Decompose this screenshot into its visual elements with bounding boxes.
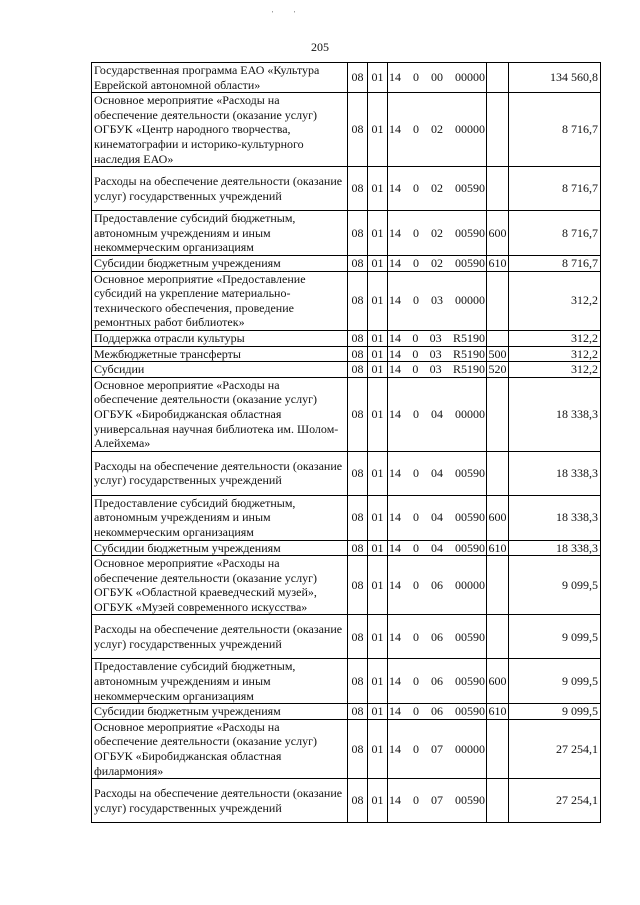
target-article-part: 14 — [389, 674, 401, 689]
target-article-parts — [389, 541, 485, 556]
row-subsection: 01 — [368, 271, 388, 330]
target-article-part: 00590 — [455, 225, 485, 240]
row-target-article — [388, 659, 487, 704]
row-subsection: 01 — [368, 495, 388, 540]
target-article-part: 00000 — [455, 293, 485, 308]
target-article-part: 06 — [431, 704, 443, 719]
target-article-part: 00590 — [455, 255, 485, 270]
row-expense-type: 600 — [487, 495, 509, 540]
target-article-part: 14 — [389, 540, 401, 555]
row-subsection: 01 — [368, 779, 388, 823]
row-name: Расходы на обеспечение деятельности (оказание услуг) государственных учреждений — [92, 451, 348, 495]
row-target-article — [388, 330, 487, 346]
row-name: Расходы на обеспечение деятельности (оказание услуг) государственных учреждений — [92, 779, 348, 823]
row-name: Предоставление субсидий бюджетным, автономным учреждениям и иным некоммерческим организациям — [92, 211, 348, 256]
row-section: 08 — [348, 719, 368, 778]
row-name: Субсидии бюджетным учреждениям — [92, 704, 348, 720]
row-expense-type — [487, 330, 509, 346]
row-target-article — [388, 779, 487, 823]
row-expense-type: 610 — [488, 704, 507, 719]
row-expense-type: 520 — [488, 362, 507, 377]
target-article-part: 02 — [431, 122, 443, 137]
table-row — [92, 93, 601, 167]
row-name: Основное мероприятие «Расходы на обеспечение деятельности (оказание услуг) ОГБУК «Биробиджанская областная филармония» — [92, 719, 348, 778]
row-expense-type: 600 — [487, 211, 509, 256]
row-subsection: 01 — [368, 540, 388, 556]
table-row — [92, 615, 601, 659]
row-section: 08 — [348, 271, 368, 330]
row-amount: 9 099,5 — [509, 704, 601, 720]
table-row — [92, 659, 601, 704]
target-article-part: 14 — [389, 406, 401, 421]
table-body — [92, 63, 601, 823]
row-amount: 27 254,1 — [509, 779, 601, 823]
target-article-parts — [389, 704, 485, 719]
target-article-part: R5190 — [452, 346, 485, 361]
target-article-part: 03 — [429, 330, 442, 345]
row-expense-type — [487, 377, 509, 451]
target-article-part: 04 — [431, 406, 443, 421]
target-article-part: 00000 — [455, 741, 485, 756]
row-target-article — [388, 495, 487, 540]
row-name: Основное мероприятие «Расходы на обеспечение деятельности (оказание услуг) ОГБУК «Биробиджанская областная универсальная научная библиотека им. Шолом-Алейхема» — [92, 377, 348, 451]
table-row — [92, 211, 601, 256]
row-expense-type: 610 — [488, 255, 507, 270]
row-expense-type — [487, 93, 509, 167]
target-article-parts — [389, 630, 485, 645]
row-section: 08 — [348, 556, 368, 615]
row-expense-type — [487, 63, 509, 93]
target-article-part: 0 — [413, 793, 419, 808]
target-article-part: 03 — [431, 293, 443, 308]
row-section: 08 — [348, 377, 368, 451]
target-article-part: 14 — [389, 465, 401, 480]
row-name: Предоставление субсидий бюджетным, автономным учреждениям и иным некоммерческим организациям — [92, 495, 348, 540]
table-row — [92, 63, 601, 93]
row-expense-type — [487, 167, 509, 211]
target-article-part: 14 — [389, 577, 401, 592]
target-article-parts — [389, 256, 485, 271]
table-row — [92, 556, 601, 615]
target-article-part: 14 — [389, 704, 401, 719]
row-section: 08 — [348, 346, 368, 362]
table-row — [92, 719, 601, 778]
target-article-part: 14 — [389, 293, 401, 308]
target-article-part: 0 — [413, 741, 419, 756]
row-amount: 9 099,5 — [509, 615, 601, 659]
target-article-part: 14 — [389, 181, 401, 196]
row-expense-type: 600 — [487, 659, 509, 704]
page-number: 205 — [311, 40, 329, 54]
target-article-part: 0 — [413, 674, 419, 689]
row-name: Субсидии бюджетным учреждениям — [92, 540, 348, 556]
row-name: Государственная программа ЕАО «Культура Еврейской автономной области» — [92, 63, 348, 93]
target-article-part: 0 — [413, 510, 419, 525]
row-amount: 18 338,3 — [509, 451, 601, 495]
target-article-parts — [389, 226, 485, 241]
target-article-part: 14 — [389, 629, 401, 644]
row-section: 08 — [348, 211, 368, 256]
table-row — [92, 377, 601, 451]
row-subsection: 01 — [368, 330, 388, 346]
scan-mark: ' — [272, 10, 274, 18]
row-amount: 18 338,3 — [509, 377, 601, 451]
target-article-part: 0 — [413, 181, 419, 196]
scan-mark: ' — [294, 10, 296, 18]
target-article-part: 14 — [389, 255, 401, 270]
target-article-part: 0 — [413, 255, 419, 270]
row-section: 08 — [348, 495, 368, 540]
row-amount: 8 716,7 — [509, 167, 601, 211]
table-row — [92, 346, 601, 362]
row-subsection: 01 — [368, 63, 388, 93]
target-article-part: 14 — [389, 362, 401, 377]
target-article-part: 00590 — [455, 510, 485, 525]
table-row — [92, 540, 601, 556]
row-subsection: 01 — [368, 211, 388, 256]
row-section: 08 — [348, 330, 368, 346]
target-article-part: 14 — [389, 346, 401, 361]
target-article-part: 14 — [389, 225, 401, 240]
target-article-part: 03 — [429, 362, 442, 377]
row-expense-type — [487, 556, 509, 615]
row-target-article — [388, 719, 487, 778]
row-name: Основное мероприятие «Предоставление субсидий на укрепление материально-технического обеспечения, проведение ремонтных работ библиотек» — [92, 271, 348, 330]
table-row — [92, 704, 601, 720]
row-section: 08 — [348, 362, 368, 378]
table-row — [92, 779, 601, 823]
row-amount: 8 716,7 — [509, 93, 601, 167]
target-article-part: 14 — [389, 330, 401, 345]
target-article-parts — [389, 347, 485, 362]
row-target-article — [388, 377, 487, 451]
row-section: 08 — [348, 704, 368, 720]
target-article-part: 0 — [413, 70, 419, 85]
target-article-part: 00000 — [455, 406, 485, 421]
row-amount: 312,2 — [509, 330, 601, 346]
row-subsection: 01 — [368, 255, 388, 271]
row-amount: 312,2 — [509, 346, 601, 362]
target-article-part: 06 — [431, 577, 443, 592]
target-article-part: 02 — [431, 255, 443, 270]
row-name: Расходы на обеспечение деятельности (оказание услуг) государственных учреждений — [92, 615, 348, 659]
target-article-parts — [389, 181, 485, 196]
target-article-parts — [389, 466, 485, 481]
row-amount: 312,2 — [509, 362, 601, 378]
target-article-part: 14 — [389, 510, 401, 525]
row-expense-type — [487, 719, 509, 778]
target-article-part: 0 — [412, 362, 419, 377]
row-target-article — [388, 211, 487, 256]
target-article-parts — [389, 742, 485, 757]
table-row — [92, 330, 601, 346]
target-article-part: 0 — [413, 704, 419, 719]
row-subsection: 01 — [368, 167, 388, 211]
target-article-part: 0 — [412, 330, 419, 345]
row-amount: 18 338,3 — [509, 540, 601, 556]
target-article-parts — [389, 122, 485, 137]
target-article-parts — [389, 793, 485, 808]
row-name: Субсидии бюджетным учреждениям — [92, 255, 348, 271]
target-article-part: R5190 — [452, 362, 485, 377]
target-article-parts — [389, 578, 485, 593]
row-name: Основное мероприятие «Расходы на обеспечение деятельности (оказание услуг) ОГБУК «Центр народного творчества, кинематографии и историко-культурного наследия ЕАО» — [92, 93, 348, 167]
row-amount: 9 099,5 — [509, 556, 601, 615]
target-article-part: 00 — [431, 70, 443, 85]
row-subsection: 01 — [368, 659, 388, 704]
row-subsection: 01 — [368, 93, 388, 167]
target-article-part: 07 — [431, 741, 443, 756]
row-expense-type — [487, 779, 509, 823]
table-row — [92, 495, 601, 540]
row-section: 08 — [348, 255, 368, 271]
target-article-part: 0 — [413, 122, 419, 137]
row-subsection: 01 — [368, 704, 388, 720]
target-article-part: 00000 — [455, 577, 485, 592]
table-row — [92, 271, 601, 330]
target-article-part: 0 — [413, 540, 419, 555]
row-target-article — [388, 362, 487, 378]
row-name: Субсидии — [92, 362, 348, 378]
row-amount: 134 560,8 — [509, 63, 601, 93]
target-article-part: 04 — [431, 465, 443, 480]
target-article-part: 14 — [389, 70, 401, 85]
target-article-part: 00000 — [455, 70, 485, 85]
target-article-part: 0 — [412, 346, 419, 361]
target-article-part: 14 — [389, 741, 401, 756]
row-name: Межбюджетные трансферты — [92, 346, 348, 362]
target-article-part: 00590 — [455, 629, 485, 644]
target-article-parts — [389, 70, 485, 85]
row-amount: 9 099,5 — [509, 659, 601, 704]
row-subsection: 01 — [368, 719, 388, 778]
row-target-article — [388, 255, 487, 271]
row-subsection: 01 — [368, 615, 388, 659]
target-article-part: 00590 — [455, 704, 485, 719]
target-article-part: 14 — [389, 122, 401, 137]
row-target-article — [388, 346, 487, 362]
target-article-part: 0 — [413, 465, 419, 480]
row-target-article — [388, 451, 487, 495]
table-row — [92, 255, 601, 271]
target-article-part: 0 — [413, 577, 419, 592]
row-section: 08 — [348, 615, 368, 659]
target-article-part: 00590 — [455, 465, 485, 480]
row-name: Предоставление субсидий бюджетным, автономным учреждениям и иным некоммерческим организациям — [92, 659, 348, 704]
target-article-part: 0 — [413, 629, 419, 644]
target-article-part: R5190 — [452, 330, 485, 345]
row-subsection: 01 — [368, 556, 388, 615]
row-name: Поддержка отрасли культуры — [92, 330, 348, 346]
row-target-article — [388, 704, 487, 720]
row-target-article — [388, 540, 487, 556]
row-subsection: 01 — [368, 451, 388, 495]
budget-table — [91, 62, 601, 823]
target-article-part: 06 — [431, 629, 443, 644]
row-target-article — [388, 615, 487, 659]
table-row — [92, 362, 601, 378]
row-section: 08 — [348, 93, 368, 167]
row-section: 08 — [348, 167, 368, 211]
target-article-part: 0 — [413, 293, 419, 308]
row-expense-type: 610 — [488, 540, 507, 555]
target-article-parts — [389, 362, 485, 377]
row-name: Основное мероприятие «Расходы на обеспечение деятельности (оказание услуг) ОГБУК «Областной краеведческий музей», ОГБУК «Музей современного искусства» — [92, 556, 348, 615]
target-article-part: 04 — [431, 540, 443, 555]
target-article-parts — [389, 293, 485, 308]
row-amount: 312,2 — [509, 271, 601, 330]
row-amount: 18 338,3 — [509, 495, 601, 540]
row-section: 08 — [348, 779, 368, 823]
row-subsection: 01 — [368, 346, 388, 362]
target-article-part: 03 — [429, 346, 442, 361]
table-row — [92, 451, 601, 495]
target-article-parts — [389, 674, 485, 689]
target-article-part: 07 — [431, 793, 443, 808]
row-expense-type — [487, 271, 509, 330]
table-row — [92, 167, 601, 211]
row-amount: 8 716,7 — [509, 211, 601, 256]
row-name: Расходы на обеспечение деятельности (оказание услуг) государственных учреждений — [92, 167, 348, 211]
target-article-part: 06 — [431, 674, 443, 689]
target-article-part: 00590 — [455, 181, 485, 196]
row-subsection: 01 — [368, 362, 388, 378]
row-subsection: 01 — [368, 377, 388, 451]
target-article-part: 00000 — [455, 122, 485, 137]
target-article-part: 0 — [413, 406, 419, 421]
row-section: 08 — [348, 63, 368, 93]
target-article-part: 14 — [389, 793, 401, 808]
row-target-article — [388, 167, 487, 211]
target-article-part: 00590 — [455, 540, 485, 555]
row-expense-type — [487, 615, 509, 659]
row-amount: 27 254,1 — [509, 719, 601, 778]
row-target-article — [388, 63, 487, 93]
target-article-parts — [389, 407, 485, 422]
row-section: 08 — [348, 540, 368, 556]
target-article-part: 02 — [431, 225, 443, 240]
row-section: 08 — [348, 659, 368, 704]
row-amount: 8 716,7 — [509, 255, 601, 271]
target-article-part: 04 — [431, 510, 443, 525]
row-expense-type: 500 — [488, 346, 507, 361]
target-article-parts — [389, 510, 485, 525]
target-article-part: 00590 — [455, 793, 485, 808]
row-section: 08 — [348, 451, 368, 495]
row-target-article — [388, 271, 487, 330]
row-target-article — [388, 556, 487, 615]
target-article-part: 0 — [413, 225, 419, 240]
row-expense-type — [487, 451, 509, 495]
target-article-parts — [389, 331, 485, 346]
target-article-part: 02 — [431, 181, 443, 196]
target-article-part: 00590 — [455, 674, 485, 689]
row-target-article — [388, 93, 487, 167]
